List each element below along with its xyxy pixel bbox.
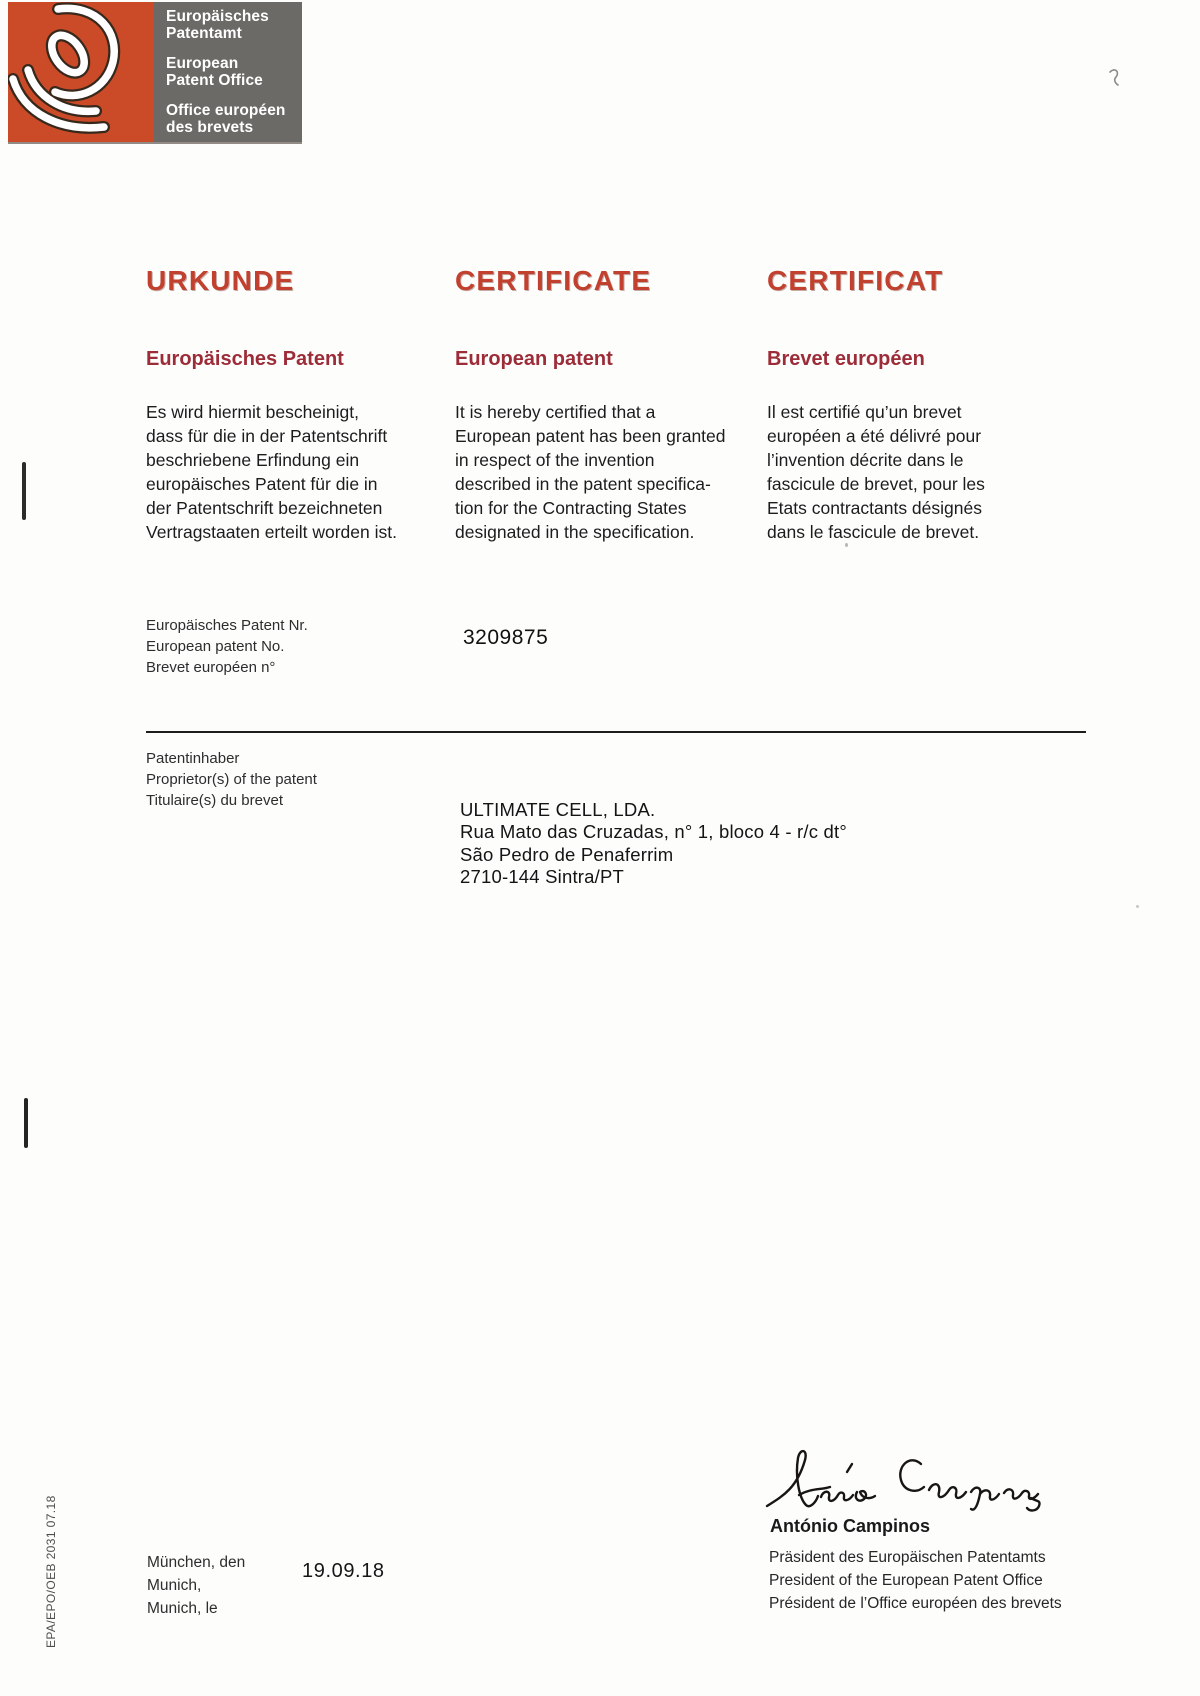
column-body-en	[455, 400, 755, 544]
date-label-de: München, den	[147, 1554, 246, 1571]
proprietor-address-line: 2710-144 Sintra/PT	[460, 866, 625, 888]
body-line: European patent has been granted	[455, 426, 726, 446]
column-subtitle-en: European patent	[455, 348, 613, 370]
column-english	[455, 267, 755, 544]
body-line: Etats contractants désignés	[767, 498, 982, 518]
body-line: Vertragstaaten erteilt worden ist.	[146, 522, 397, 542]
date-value: 19.09.18	[302, 1560, 385, 1582]
column-title-de: URKUNDE	[146, 265, 295, 296]
form-number: EPA/EPO/OEB 2031 07.18	[44, 1495, 58, 1648]
proprietor-labels	[146, 748, 317, 811]
epo-name-line: Patent Office	[166, 72, 263, 89]
signer-name: António Campinos	[770, 1516, 930, 1536]
date-labels	[147, 1551, 245, 1620]
body-line: dass für die in der Patentschrift	[146, 426, 388, 446]
epo-name-line: des brevets	[166, 119, 254, 136]
body-line: in respect of the invention	[455, 450, 655, 470]
proprietor-name: ULTIMATE CELL, LDA.	[460, 799, 656, 820]
patent-number-value: 3209875	[463, 626, 549, 649]
column-german	[146, 267, 446, 544]
epo-logo-wordmark	[154, 2, 302, 142]
signer-title-fr: Président de l’Office européen des brevets	[769, 1595, 1062, 1613]
epo-name-line: European	[166, 55, 239, 72]
column-french	[767, 267, 1067, 544]
body-line: européen a été délivré pour	[767, 426, 982, 446]
proprietor-value	[460, 799, 847, 889]
column-body-de	[146, 400, 446, 544]
scan-artifact-squiggle	[1106, 66, 1124, 90]
body-line: Il est certifié qu’un brevet	[767, 402, 962, 422]
proprietor-label-fr: Titulaire(s) du brevet	[146, 792, 283, 809]
body-line: tion for the Contracting States	[455, 498, 687, 518]
signature-handwriting	[763, 1446, 1043, 1518]
epo-logo	[8, 2, 302, 144]
proprietor-address-line: Rua Mato das Cruzadas, n° 1, bloco 4 - r/c dt°	[460, 821, 847, 843]
body-line: europäisches Patent für die in	[146, 474, 378, 494]
scan-artifact-dot	[845, 543, 848, 547]
epo-name-french	[166, 102, 296, 136]
signer-title-en: President of the European Patent Office	[769, 1572, 1043, 1590]
date-label-fr: Munich, le	[147, 1600, 218, 1617]
scan-artifact-dot	[1136, 905, 1139, 908]
epo-spiral-icon	[8, 2, 154, 142]
body-line: der Patentschrift bezeichneten	[146, 498, 383, 518]
column-title-fr: CERTIFICAT	[767, 265, 944, 296]
body-line: l’invention décrite dans le	[767, 450, 964, 470]
horizontal-divider	[146, 731, 1086, 733]
body-line: beschriebene Erfindung ein	[146, 450, 360, 470]
body-line: fascicule de brevet, pour les	[767, 474, 985, 494]
column-subtitle-de: Europäisches Patent	[146, 348, 344, 370]
epo-logo-mark	[8, 2, 154, 142]
body-line: dans le fascicule de brevet.	[767, 522, 980, 542]
epo-name-german	[166, 8, 296, 42]
scan-artifact-stroke	[24, 1098, 28, 1148]
date-label-en: Munich,	[147, 1577, 202, 1594]
epo-name-line: Europäisches	[166, 8, 269, 25]
proprietor-address-line: São Pedro de Penaferrim	[460, 843, 674, 865]
patent-number-labels	[146, 615, 308, 678]
signer-titles	[769, 1546, 1062, 1616]
column-title-en: CERTIFICATE	[455, 265, 652, 296]
body-line: It is hereby certified that a	[455, 402, 656, 422]
patent-number-label-en: European patent No.	[146, 638, 285, 655]
patent-number-label-de: Europäisches Patent Nr.	[146, 617, 308, 634]
body-line: designated in the specification.	[455, 522, 695, 542]
signer-title-de: Präsident des Europäischen Patentamts	[769, 1549, 1046, 1566]
column-body-fr	[767, 400, 1067, 544]
body-line: Es wird hiermit bescheinigt,	[146, 402, 359, 422]
epo-name-english	[166, 55, 296, 89]
body-line: described in the patent specifica-	[455, 474, 711, 494]
scan-artifact-stroke	[22, 462, 26, 520]
patent-number-label-fr: Brevet européen n°	[146, 659, 276, 676]
proprietor-label-en: Proprietor(s) of the patent	[146, 771, 317, 788]
epo-name-line: Patentamt	[166, 25, 242, 42]
column-subtitle-fr: Brevet européen	[767, 348, 925, 370]
epo-name-line: Office européen	[166, 102, 286, 119]
proprietor-label-de: Patentinhaber	[146, 750, 240, 767]
